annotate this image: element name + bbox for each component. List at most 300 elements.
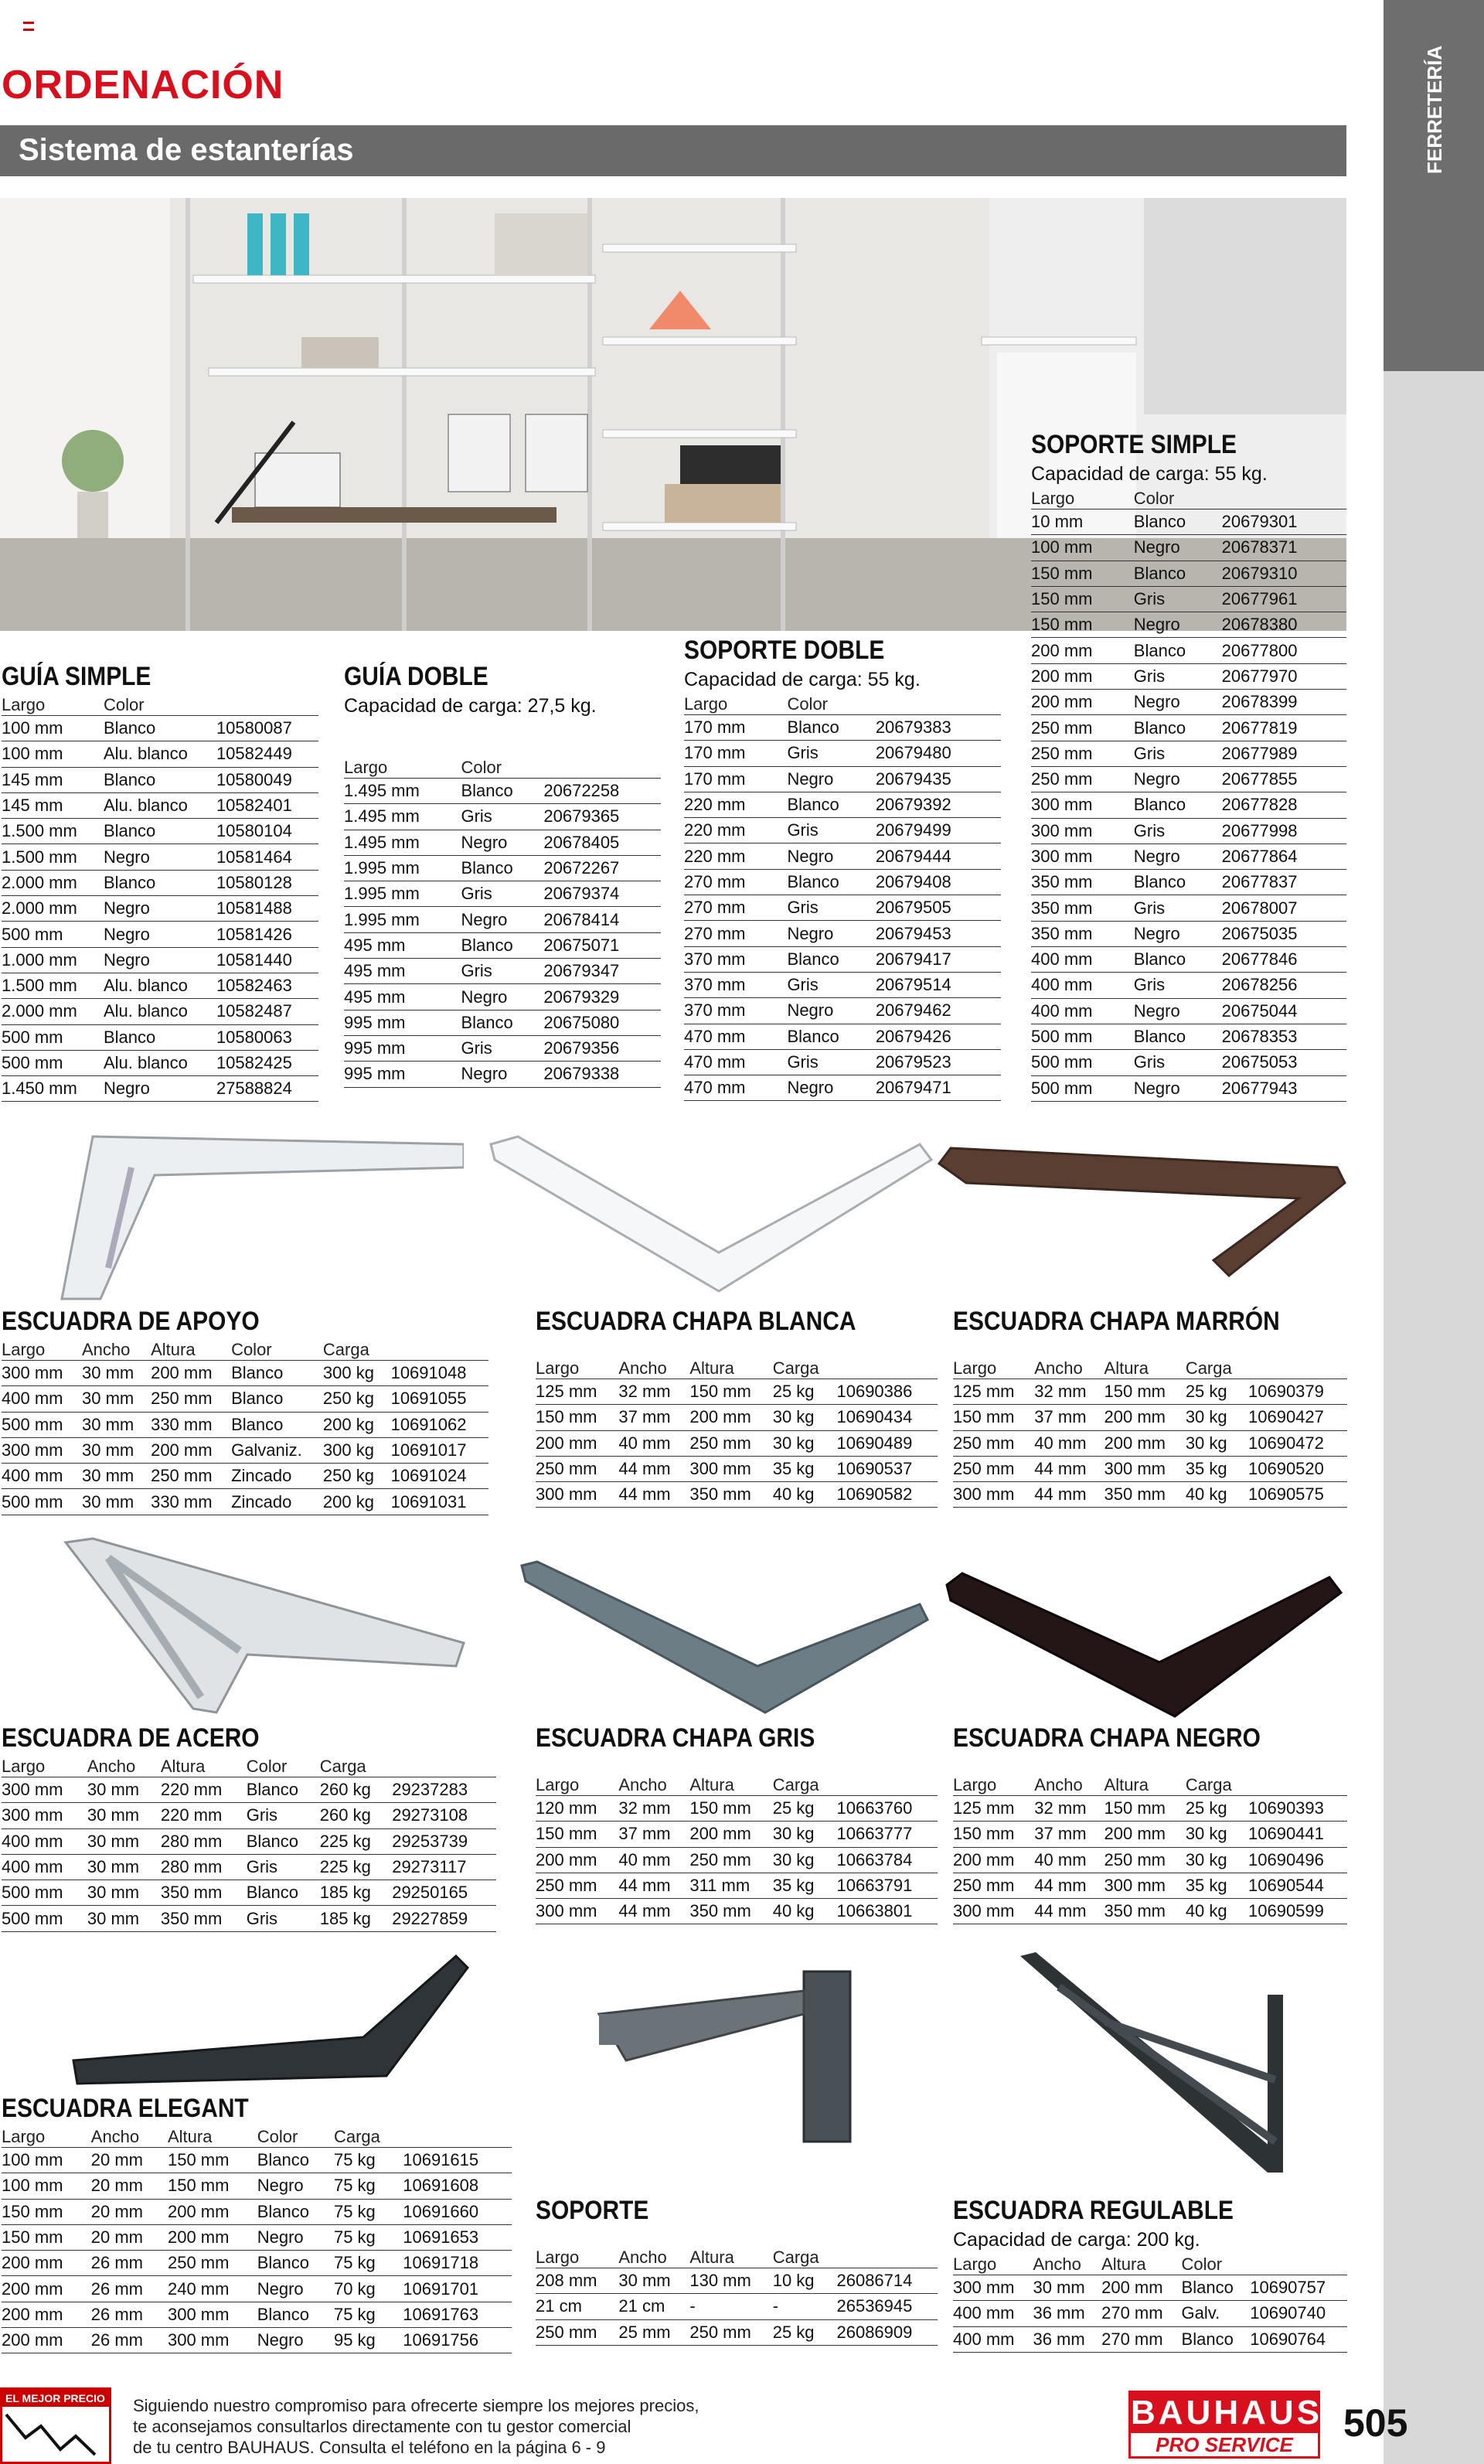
table-cell: 20678405 xyxy=(543,830,661,855)
table-row xyxy=(344,1062,661,1087)
column-header: Altura xyxy=(1104,1775,1186,1796)
table-cell: Blanco xyxy=(231,1386,323,1412)
table-cell: 25 kg xyxy=(773,1796,837,1822)
table-cell: 150 mm xyxy=(2,2199,91,2224)
table-cell: 10 mm xyxy=(1031,509,1134,535)
table-cell: 145 mm xyxy=(2,792,104,818)
table-cell: Negro xyxy=(104,947,216,973)
table-cell: 10 kg xyxy=(773,2268,837,2294)
table-row xyxy=(2,767,318,792)
guia-doble-title: GUÍA DOBLE xyxy=(344,662,488,691)
table-row xyxy=(1031,690,1346,715)
table-row xyxy=(953,1873,1347,1898)
table-cell: 30 kg xyxy=(773,1822,837,1847)
table-cell: Negro xyxy=(104,1076,216,1102)
table-cell: Blanco xyxy=(231,1361,323,1386)
table-cell: 200 mm xyxy=(1031,690,1134,715)
escuadra-blanca-section xyxy=(536,1307,938,1508)
table-row xyxy=(1031,792,1346,818)
column-header: Largo xyxy=(1031,489,1134,509)
table-cell: 300 mm xyxy=(1031,843,1134,869)
table-cell: Negro xyxy=(104,844,216,870)
table-cell: 250 mm xyxy=(536,2319,618,2345)
escuadra-apoyo-image xyxy=(46,1121,464,1314)
table-cell: 20679356 xyxy=(543,1035,661,1061)
table-cell: 240 mm xyxy=(168,2276,257,2302)
table-cell: 20 mm xyxy=(91,2224,168,2250)
table-cell: 26536945 xyxy=(836,2294,938,2319)
table-cell: 10580104 xyxy=(216,819,318,844)
table-cell: Blanco xyxy=(257,2251,334,2276)
table-cell: 470 mm xyxy=(684,1075,787,1101)
table-cell: 280 mm xyxy=(161,1828,247,1854)
table-row xyxy=(2,1361,488,1386)
table-row xyxy=(536,1796,938,1822)
column-header: Largo xyxy=(684,694,787,715)
table-cell: 20677855 xyxy=(1222,766,1346,792)
table-cell: 500 mm xyxy=(2,1906,87,1931)
soporte-doble-title: SOPORTE DOBLE xyxy=(684,636,885,665)
table-cell: Negro xyxy=(787,1075,875,1101)
table-cell: 10663801 xyxy=(836,1899,938,1924)
table-cell: 30 mm xyxy=(82,1464,151,1489)
table-row xyxy=(2,999,318,1024)
table-cell: 200 mm xyxy=(536,1430,618,1456)
table-cell: 25 kg xyxy=(773,2319,837,2345)
table-cell: Alu. blanco xyxy=(104,792,216,818)
table-cell: 20677998 xyxy=(1222,818,1346,843)
table-cell: 20678414 xyxy=(543,907,661,932)
table-cell: 10690575 xyxy=(1248,1482,1347,1508)
table-cell: 75 kg xyxy=(334,2199,403,2224)
table-row xyxy=(2,2328,512,2353)
table-header-row xyxy=(536,2248,938,2268)
table-cell: 37 mm xyxy=(1034,1822,1104,1847)
table-cell: 26 mm xyxy=(91,2328,168,2353)
table-cell: 10581426 xyxy=(216,922,318,947)
table-row xyxy=(953,1822,1347,1847)
column-header xyxy=(403,2127,512,2148)
table-cell: 170 mm xyxy=(684,766,787,792)
table-row xyxy=(953,1379,1347,1405)
table-cell: Blanco xyxy=(247,1828,320,1854)
table-row xyxy=(684,921,1001,946)
table-cell: 270 mm xyxy=(1101,2301,1181,2326)
table-cell: Gris xyxy=(461,804,543,830)
escuadra-marron-section xyxy=(953,1307,1347,1508)
table-cell: 150 mm xyxy=(168,2148,257,2173)
table-cell: Gris xyxy=(1134,586,1222,612)
table-cell: Blanco xyxy=(1134,947,1222,973)
table-cell: 37 mm xyxy=(618,1405,689,1430)
guia-doble-section xyxy=(344,662,661,1088)
column-header: Carga xyxy=(1186,1775,1248,1796)
table-cell: 150 mm xyxy=(1104,1379,1186,1405)
table-cell: 32 mm xyxy=(618,1796,689,1822)
table-cell: Gris xyxy=(787,895,875,921)
table-cell: 20679301 xyxy=(1222,509,1346,535)
table-cell: 250 mm xyxy=(689,1847,772,1873)
table-header-row xyxy=(2,1340,488,1361)
table-cell: Blanco xyxy=(787,869,875,895)
table-cell: Negro xyxy=(461,907,543,932)
table-row xyxy=(1031,921,1346,946)
table-cell: Galv. xyxy=(1182,2301,1251,2326)
table-cell: 29227859 xyxy=(392,1906,496,1931)
table-cell: 200 mm xyxy=(536,1847,618,1873)
column-header: Color xyxy=(231,1340,323,1361)
table-cell: Negro xyxy=(1134,843,1222,869)
table-cell: 10580049 xyxy=(216,767,318,792)
table-cell: 10690427 xyxy=(1248,1405,1347,1430)
table-cell: 220 mm xyxy=(161,1777,247,1803)
table-cell: 500 mm xyxy=(2,1489,82,1515)
table-cell: 75 kg xyxy=(334,2302,403,2327)
table-cell: 20677846 xyxy=(1222,947,1346,973)
column-header xyxy=(392,1757,496,1777)
table-cell: 350 mm xyxy=(1031,895,1134,921)
table-row xyxy=(2,1906,496,1931)
table-row xyxy=(1031,741,1346,766)
guia-doble-table xyxy=(344,758,661,1088)
table-cell: 30 kg xyxy=(1186,1405,1248,1430)
table-cell: 10691031 xyxy=(391,1489,488,1515)
column-header: Carga xyxy=(773,1775,837,1796)
soporte-section xyxy=(536,2196,938,2346)
table-row xyxy=(684,972,1001,997)
escuadra-elegant-image xyxy=(70,1952,471,2091)
table-cell: 20677819 xyxy=(1222,715,1346,741)
table-cell: 10690599 xyxy=(1248,1899,1347,1924)
table-cell: 10690379 xyxy=(1248,1379,1347,1405)
column-header: Largo xyxy=(536,2248,618,2268)
table-cell: Negro xyxy=(1134,612,1222,638)
table-cell: 200 kg xyxy=(323,1489,391,1515)
table-row xyxy=(2,1412,488,1437)
table-cell: 40 kg xyxy=(773,1899,837,1924)
table-header-row xyxy=(344,758,661,779)
soporte-table xyxy=(536,2248,938,2346)
table-cell: Alu. blanco xyxy=(104,973,216,998)
table-row xyxy=(1031,715,1346,741)
table-cell: Negro xyxy=(787,921,875,946)
table-cell: 400 mm xyxy=(1031,998,1134,1024)
table-cell: 250 mm xyxy=(953,1456,1034,1481)
table-cell: 30 kg xyxy=(773,1430,837,1456)
escuadra-marron-title: ESCUADRA CHAPA MARRÓN xyxy=(953,1307,1280,1336)
table-cell: 300 mm xyxy=(1104,1456,1186,1481)
table-cell: 30 mm xyxy=(87,1880,161,1906)
table-row xyxy=(1031,561,1346,586)
table-cell: 20675035 xyxy=(1222,921,1346,946)
table-cell: 100 mm xyxy=(2,716,104,741)
column-header: Ancho xyxy=(1034,1775,1104,1796)
table-cell: 220 mm xyxy=(684,843,787,869)
table-cell: Negro xyxy=(787,998,875,1024)
table-cell: 995 mm xyxy=(344,1035,461,1061)
escuadra-regulable-image xyxy=(1013,1948,1298,2180)
table-cell: 200 mm xyxy=(168,2199,257,2224)
table-cell: 350 mm xyxy=(1031,870,1134,895)
table-cell: Blanco xyxy=(247,1880,320,1906)
table-cell: 125 mm xyxy=(536,1379,618,1405)
escuadra-blanca-image xyxy=(487,1129,935,1299)
table-cell: 500 mm xyxy=(2,1050,104,1075)
table-cell: 20679523 xyxy=(876,1049,1001,1075)
table-cell: Blanco xyxy=(1134,509,1222,535)
table-cell: Gris xyxy=(1134,895,1222,921)
footnote xyxy=(133,2395,751,2458)
table-cell: 500 mm xyxy=(2,1412,82,1437)
table-row xyxy=(536,1456,938,1481)
table-cell: 280 mm xyxy=(161,1854,247,1880)
escuadra-gris-title: ESCUADRA CHAPA GRIS xyxy=(536,1723,815,1753)
table-cell: 30 kg xyxy=(1186,1822,1248,1847)
column-header: Ancho xyxy=(87,1757,161,1777)
escuadra-blanca-table xyxy=(536,1358,938,1508)
table-cell: 20679338 xyxy=(543,1062,661,1087)
table-cell: 26086714 xyxy=(836,2268,938,2294)
table-cell: - xyxy=(689,2294,772,2319)
table-cell: Blanco xyxy=(257,2199,334,2224)
table-row xyxy=(536,1482,938,1508)
table-row xyxy=(1031,1075,1346,1101)
table-cell: 75 kg xyxy=(334,2251,403,2276)
table-cell: 26086909 xyxy=(836,2319,938,2345)
table-cell: 20679514 xyxy=(876,972,1001,997)
column-header xyxy=(543,758,661,779)
table-cell: 10691024 xyxy=(391,1464,488,1489)
table-cell: 32 mm xyxy=(1034,1796,1104,1822)
table-row xyxy=(536,1899,938,1924)
escuadra-apoyo-section xyxy=(2,1307,488,1515)
table-cell: Gris xyxy=(247,1803,320,1828)
table-header-row xyxy=(953,2254,1347,2275)
table-cell: 495 mm xyxy=(344,984,461,1010)
table-cell: 300 mm xyxy=(168,2302,257,2327)
table-cell: 208 mm xyxy=(536,2268,618,2294)
table-cell: Gris xyxy=(247,1854,320,1880)
table-cell: 20675044 xyxy=(1222,998,1346,1024)
table-cell: Blanco xyxy=(1134,870,1222,895)
table-cell: Negro xyxy=(787,766,875,792)
table-row xyxy=(1031,818,1346,843)
table-cell: 10663791 xyxy=(836,1873,938,1898)
column-header: Largo xyxy=(536,1358,618,1379)
table-cell: Blanco xyxy=(104,716,216,741)
soporte-simple-title: SOPORTE SIMPLE xyxy=(1031,430,1237,459)
escuadra-negro-title: ESCUADRA CHAPA NEGRO xyxy=(953,1723,1261,1753)
footnote-line: Siguiendo nuestro compromiso para ofrecerte siempre los mejores precios, xyxy=(133,2396,699,2415)
table-cell: 29253739 xyxy=(392,1828,496,1854)
table-cell: 21 cm xyxy=(618,2294,689,2319)
table-row xyxy=(536,2319,938,2345)
table-cell: 20679471 xyxy=(876,1075,1001,1101)
column-header: Altura xyxy=(689,1775,772,1796)
table-cell: 30 mm xyxy=(1033,2275,1101,2301)
table-cell: 200 mm xyxy=(2,2251,91,2276)
table-cell: 10581440 xyxy=(216,947,318,973)
table-cell: 20677961 xyxy=(1222,586,1346,612)
table-row xyxy=(1031,612,1346,638)
table-cell: 100 mm xyxy=(1031,535,1134,561)
table-row xyxy=(2,1437,488,1463)
table-cell: 20679329 xyxy=(543,984,661,1010)
column-header: Carga xyxy=(1186,1358,1248,1379)
table-row xyxy=(2,2276,512,2302)
table-cell: 20679505 xyxy=(876,895,1001,921)
table-row xyxy=(2,973,318,998)
table-cell: 44 mm xyxy=(1034,1482,1104,1508)
soporte-simple-table xyxy=(1031,489,1346,1102)
table-cell: 125 mm xyxy=(953,1379,1034,1405)
price-chart-icon xyxy=(2,2407,109,2461)
table-row xyxy=(2,1050,318,1075)
table-cell: Gris xyxy=(787,1049,875,1075)
table-cell: 500 mm xyxy=(1031,1050,1134,1075)
table-cell: 10691017 xyxy=(391,1437,488,1463)
table-cell: 200 mm xyxy=(2,2276,91,2302)
table-cell: Negro xyxy=(104,896,216,922)
page-number: 505 xyxy=(1343,2401,1408,2445)
column-header: Altura xyxy=(1101,2254,1181,2275)
table-cell: 10690393 xyxy=(1248,1796,1347,1822)
table-row xyxy=(344,1010,661,1035)
table-cell: 20679365 xyxy=(543,804,661,830)
table-row xyxy=(1031,947,1346,973)
table-cell: 44 mm xyxy=(618,1482,689,1508)
table-row xyxy=(2,2148,512,2173)
table-cell: Blanco xyxy=(461,932,543,958)
page-title: ORDENACIÓN xyxy=(2,63,284,107)
table-cell: 495 mm xyxy=(344,932,461,958)
table-row xyxy=(953,1405,1347,1430)
table-cell: 400 mm xyxy=(953,2326,1033,2352)
table-row xyxy=(684,818,1001,843)
column-header: Ancho xyxy=(618,2248,689,2268)
table-cell: 300 mm xyxy=(1104,1873,1186,1898)
table-cell: 30 mm xyxy=(87,1777,161,1803)
table-cell: 370 mm xyxy=(684,972,787,997)
table-cell: 36 mm xyxy=(1033,2326,1101,2352)
table-cell: 1.500 mm xyxy=(2,844,104,870)
table-cell: - xyxy=(773,2294,837,2319)
table-cell: 270 mm xyxy=(1101,2326,1181,2352)
table-cell: 270 mm xyxy=(684,869,787,895)
table-cell: 200 mm xyxy=(2,2328,91,2353)
table-row xyxy=(536,1405,938,1430)
table-cell: 200 mm xyxy=(1031,663,1134,689)
table-cell: 20679374 xyxy=(543,881,661,907)
table-cell: Galvaniz. xyxy=(231,1437,323,1463)
table-cell: Negro xyxy=(461,984,543,1010)
table-cell: 30 mm xyxy=(82,1412,151,1437)
table-row xyxy=(2,1854,496,1880)
table-cell: 20679417 xyxy=(876,946,1001,972)
table-cell: Blanco xyxy=(787,792,875,817)
table-cell: 40 mm xyxy=(618,1847,689,1873)
table-cell: 44 mm xyxy=(1034,1456,1104,1481)
table-row xyxy=(953,1847,1347,1873)
table-cell: 30 kg xyxy=(773,1405,837,1430)
table-cell: Gris xyxy=(787,818,875,843)
table-cell: 300 mm xyxy=(1031,818,1134,843)
table-cell: Alu. blanco xyxy=(104,999,216,1024)
table-cell: 10581464 xyxy=(216,844,318,870)
table-cell: 20 mm xyxy=(91,2148,168,2173)
table-cell: 1.450 mm xyxy=(2,1076,104,1102)
table-cell: 10581488 xyxy=(216,896,318,922)
column-header xyxy=(1222,489,1346,509)
table-cell: 20677864 xyxy=(1222,843,1346,869)
escuadra-regulable-table xyxy=(953,2254,1347,2353)
table-cell: 10691608 xyxy=(403,2173,512,2199)
table-header-row xyxy=(2,695,318,716)
column-header xyxy=(836,1358,938,1379)
table-cell: 10691055 xyxy=(391,1386,488,1412)
table-row xyxy=(953,1899,1347,1924)
table-cell: 10691756 xyxy=(403,2328,512,2353)
column-header: Largo xyxy=(953,1358,1034,1379)
table-cell: 200 mm xyxy=(151,1437,231,1463)
table-cell: 20679347 xyxy=(543,959,661,984)
table-cell: 20679435 xyxy=(876,766,1001,792)
escuadra-apoyo-title: ESCUADRA DE APOYO xyxy=(2,1307,260,1336)
table-cell: 1.995 mm xyxy=(344,855,461,881)
table-cell: 20677943 xyxy=(1222,1075,1346,1101)
table-cell: 20678007 xyxy=(1222,895,1346,921)
table-cell: 10580063 xyxy=(216,1024,318,1050)
table-row xyxy=(1031,1024,1346,1049)
table-cell: 470 mm xyxy=(684,1049,787,1075)
table-cell: 270 mm xyxy=(684,895,787,921)
table-cell: 29237283 xyxy=(392,1777,496,1803)
table-cell: Blanco xyxy=(461,855,543,881)
table-cell: 20 mm xyxy=(91,2173,168,2199)
table-cell: 350 mm xyxy=(1104,1899,1186,1924)
column-header: Color xyxy=(1182,2254,1251,2275)
table-cell: 20672267 xyxy=(543,855,661,881)
column-header xyxy=(391,1340,488,1361)
table-cell: 30 mm xyxy=(87,1828,161,1854)
table-cell: Blanco xyxy=(1134,792,1222,818)
table-cell: 40 mm xyxy=(1034,1430,1104,1456)
table-cell: Blanco xyxy=(787,946,875,972)
table-cell: Blanco xyxy=(1134,561,1222,586)
table-row xyxy=(344,830,661,855)
table-cell: 1.500 mm xyxy=(2,973,104,998)
table-cell: 25 kg xyxy=(1186,1796,1248,1822)
table-cell: 300 mm xyxy=(536,1482,618,1508)
column-header: Largo xyxy=(2,2127,91,2148)
table-cell: 40 kg xyxy=(1186,1899,1248,1924)
table-cell: Blanco xyxy=(247,1777,320,1803)
table-cell: Gris xyxy=(247,1906,320,1931)
soporte-doble-section xyxy=(684,636,1001,1101)
table-cell: 30 mm xyxy=(87,1803,161,1828)
table-cell: 10663760 xyxy=(836,1796,938,1822)
escuadra-acero-section xyxy=(2,1723,496,1932)
column-header: Color xyxy=(247,1757,320,1777)
table-cell: 10580087 xyxy=(216,716,318,741)
table-cell: 95 kg xyxy=(334,2328,403,2353)
table-header-row xyxy=(536,1775,938,1796)
table-cell: 200 mm xyxy=(1104,1430,1186,1456)
table-cell: 100 mm xyxy=(2,2148,91,2173)
table-cell: 1.495 mm xyxy=(344,779,461,804)
table-cell: 400 mm xyxy=(2,1386,82,1412)
table-cell: 35 kg xyxy=(773,1456,837,1481)
